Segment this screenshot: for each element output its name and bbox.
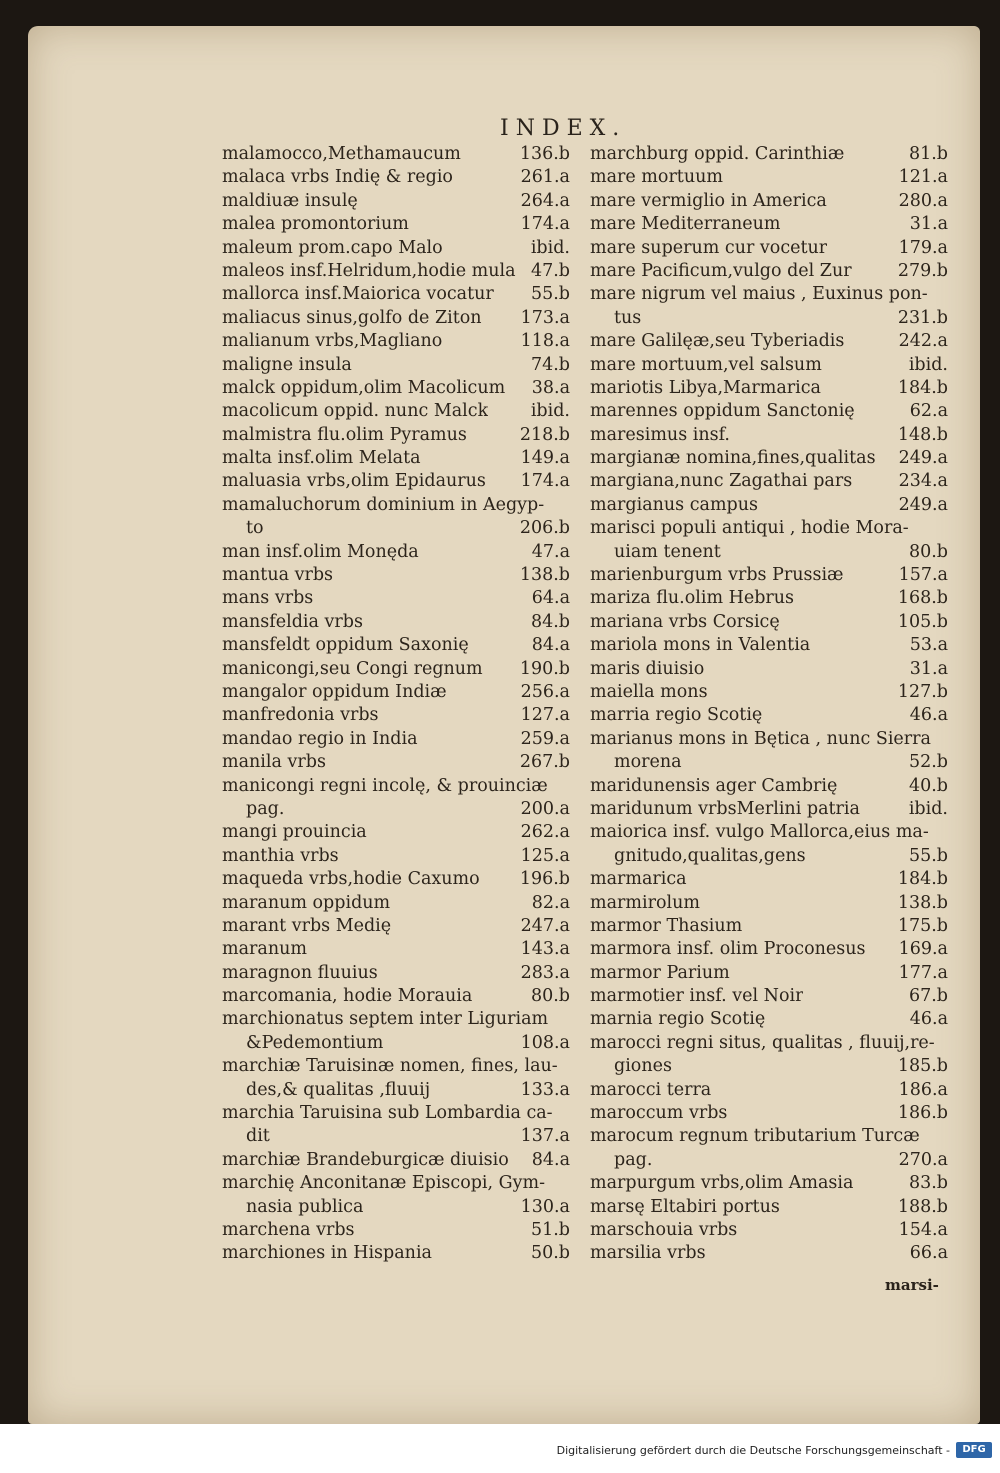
entry-text: marschouia vrbs bbox=[590, 1219, 738, 1240]
entry-page: 31.a bbox=[909, 658, 948, 679]
entry-page: 256.a bbox=[520, 681, 570, 702]
entry-page: 264.a bbox=[520, 190, 570, 211]
entry-text: mangi prouincia bbox=[222, 822, 367, 843]
index-entry bbox=[590, 1125, 948, 1148]
entry-page: 184.b bbox=[897, 869, 948, 890]
entry-page: 40.b bbox=[908, 775, 948, 796]
index-entry bbox=[222, 1055, 570, 1078]
index-entry bbox=[590, 634, 948, 657]
entry-page: 186.a bbox=[898, 1079, 948, 1100]
entry-text: malamocco,Methamaucum bbox=[222, 144, 461, 164]
index-entry bbox=[222, 307, 570, 330]
entry-text: maiorica insf. vulgo Mallorca,eius ma- bbox=[590, 822, 929, 843]
entry-page: 47.b bbox=[530, 260, 570, 281]
entry-page: 47.a bbox=[531, 541, 570, 562]
index-entry bbox=[590, 1219, 948, 1242]
index-entry bbox=[590, 1172, 948, 1195]
index-entry bbox=[222, 541, 570, 564]
entry-page: 133.a bbox=[520, 1079, 570, 1100]
entry-text: maliacus sinus,golfo de Ziton bbox=[222, 307, 482, 328]
entry-text: maqueda vrbs,hodie Caxumo bbox=[222, 869, 480, 890]
index-entry bbox=[590, 658, 948, 681]
index-entry bbox=[222, 915, 570, 938]
entry-page: 83.b bbox=[908, 1173, 948, 1194]
index-entry bbox=[590, 962, 948, 985]
index-entry bbox=[590, 330, 948, 353]
entry-page: 74.b bbox=[530, 354, 570, 375]
index-entry bbox=[222, 260, 570, 283]
entry-text: morena bbox=[614, 752, 682, 773]
entry-text: marpurgum vrbs,olim Amasia bbox=[590, 1173, 854, 1194]
entry-page: 200.a bbox=[520, 798, 570, 819]
funding-credit: Digitalisierung gefördert durch die Deutsche Forschungsgemeinschaft - bbox=[556, 1444, 950, 1457]
entry-text: maroccum vrbs bbox=[590, 1103, 728, 1124]
index-entry bbox=[222, 845, 570, 868]
entry-page: 50.b bbox=[530, 1243, 570, 1264]
entry-page: 125.a bbox=[520, 845, 570, 866]
entry-text: &Pedemontium bbox=[246, 1032, 384, 1053]
entry-text: pag. bbox=[246, 798, 285, 819]
entry-text: gnitudo,qualitas,gens bbox=[614, 845, 806, 866]
entry-text: marmora insf. olim Proconesus bbox=[590, 939, 866, 960]
entry-page: 169.a bbox=[898, 939, 948, 960]
index-entry bbox=[590, 821, 948, 844]
entry-page: 46.a bbox=[909, 1009, 948, 1030]
entry-page: 280.a bbox=[898, 190, 948, 211]
entry-page: 188.b bbox=[897, 1196, 948, 1217]
entry-text: manthia vrbs bbox=[222, 845, 339, 866]
entry-page: 174.a bbox=[520, 471, 570, 492]
index-entry bbox=[590, 1102, 948, 1125]
entry-page: 127.b bbox=[897, 681, 948, 702]
entry-page: 62.a bbox=[909, 401, 948, 422]
entry-page: 108.a bbox=[520, 1032, 570, 1053]
index-entry bbox=[222, 728, 570, 751]
index-entry bbox=[222, 237, 570, 260]
entry-page: 242.a bbox=[898, 331, 948, 352]
entry-page: 196.b bbox=[519, 869, 570, 890]
entry-page: 84.a bbox=[531, 635, 570, 656]
index-entry bbox=[222, 658, 570, 681]
index-entry bbox=[222, 400, 570, 423]
entry-text: mantua vrbs bbox=[222, 565, 334, 586]
entry-text: marchię Anconitanæ Episcopi, Gym- bbox=[222, 1173, 546, 1194]
index-entry bbox=[222, 751, 570, 774]
index-entry bbox=[590, 1149, 948, 1172]
entry-page: 118.a bbox=[520, 331, 570, 352]
entry-text: pag. bbox=[614, 1149, 653, 1170]
index-entry bbox=[590, 751, 948, 774]
index-entry bbox=[222, 821, 570, 844]
entry-text: margianæ nomina,fines,qualitas bbox=[590, 448, 876, 469]
entry-page: 138.b bbox=[519, 565, 570, 586]
entry-page: 82.a bbox=[531, 892, 570, 913]
index-entry bbox=[590, 400, 948, 423]
index-entry bbox=[222, 985, 570, 1008]
index-entry bbox=[590, 354, 948, 377]
index-entry bbox=[590, 166, 948, 189]
entry-text: mariza flu.olim Hebrus bbox=[590, 588, 795, 609]
entry-text: marmor Parium bbox=[590, 962, 730, 983]
entry-page: 81.b bbox=[908, 144, 948, 164]
index-entry bbox=[590, 1032, 948, 1055]
entry-text: margiana,nunc Zagathai pars bbox=[590, 471, 853, 492]
entry-page: 247.a bbox=[520, 915, 570, 936]
index-entry bbox=[222, 447, 570, 470]
entry-page: 179.a bbox=[898, 237, 948, 258]
entry-page: 267.b bbox=[519, 752, 570, 773]
entry-page: 52.b bbox=[908, 752, 948, 773]
index-entry bbox=[590, 892, 948, 915]
entry-text: maranum bbox=[222, 939, 307, 960]
entry-page: 127.a bbox=[520, 705, 570, 726]
index-entry bbox=[590, 213, 948, 236]
entry-text: mariotis Libya,Marmarica bbox=[590, 377, 821, 398]
entry-page: 80.b bbox=[530, 986, 570, 1007]
entry-text: macolicum oppid. nunc Malck bbox=[222, 401, 489, 422]
entry-page: 53.a bbox=[909, 635, 948, 656]
entry-page: 177.a bbox=[898, 962, 948, 983]
index-entry bbox=[222, 892, 570, 915]
index-entry bbox=[222, 775, 570, 798]
index-entry bbox=[222, 283, 570, 306]
entry-page: 190.b bbox=[519, 658, 570, 679]
running-head: INDEX. bbox=[500, 116, 627, 141]
entry-page: 175.b bbox=[897, 915, 948, 936]
index-entry bbox=[222, 1172, 570, 1195]
entry-text: mansfeldt oppidum Saxonię bbox=[222, 635, 469, 656]
entry-text: maleos insf.Helridum,hodie mula bbox=[222, 260, 516, 281]
entry-text: marcomania, hodie Morauia bbox=[222, 986, 473, 1007]
entry-text: mariola mons in Valentia bbox=[590, 635, 811, 656]
entry-text: malmistra flu.olim Pyramus bbox=[222, 424, 467, 445]
index-entry bbox=[222, 1242, 570, 1265]
index-entry bbox=[590, 1055, 948, 1078]
entry-page: 218.b bbox=[519, 424, 570, 445]
entry-page: 51.b bbox=[530, 1219, 570, 1240]
entry-page: 143.a bbox=[520, 939, 570, 960]
entry-text: marsę Eltabiri portus bbox=[590, 1196, 780, 1217]
entry-text: maleum prom.capo Malo bbox=[222, 237, 443, 258]
index-entry bbox=[222, 611, 570, 634]
entry-text: maldiuæ insulę bbox=[222, 190, 358, 211]
entry-text: marnia regio Scotię bbox=[590, 1009, 766, 1030]
index-column-left bbox=[222, 143, 570, 1266]
index-entry bbox=[590, 1079, 948, 1102]
index-entry bbox=[590, 283, 948, 306]
index-entry bbox=[222, 166, 570, 189]
index-entry bbox=[590, 728, 948, 751]
entry-page: 46.a bbox=[909, 705, 948, 726]
index-entry bbox=[590, 915, 948, 938]
index-entry bbox=[222, 354, 570, 377]
entry-page: 234.a bbox=[898, 471, 948, 492]
entry-text: dit bbox=[246, 1126, 270, 1147]
entry-text: mare Mediterraneum bbox=[590, 214, 781, 235]
entry-page: 279.b bbox=[897, 260, 948, 281]
index-entry bbox=[590, 1242, 948, 1265]
entry-text: marocum regnum tributarium Turcæ bbox=[590, 1126, 920, 1147]
entry-page: 138.b bbox=[897, 892, 948, 913]
entry-page: ibid. bbox=[908, 798, 948, 819]
entry-page: ibid. bbox=[530, 401, 570, 422]
index-entry bbox=[590, 611, 948, 634]
entry-text: mare superum cur vocetur bbox=[590, 237, 828, 258]
entry-text: manicongi regni incolę, & prouinciæ bbox=[222, 775, 548, 796]
index-entry bbox=[590, 447, 948, 470]
entry-text: mangalor oppidum Indiæ bbox=[222, 681, 447, 702]
entry-page: 148.b bbox=[897, 424, 948, 445]
entry-text: marmotier insf. vel Noir bbox=[590, 986, 804, 1007]
index-entry bbox=[590, 307, 948, 330]
index-entry bbox=[222, 1219, 570, 1242]
index-entry bbox=[590, 470, 948, 493]
index-entry bbox=[222, 1032, 570, 1055]
entry-page: 137.a bbox=[520, 1126, 570, 1147]
entry-page: ibid. bbox=[530, 237, 570, 258]
index-entry bbox=[222, 494, 570, 517]
index-entry bbox=[222, 190, 570, 213]
index-entry bbox=[590, 190, 948, 213]
index-entry bbox=[222, 962, 570, 985]
index-entry bbox=[590, 587, 948, 610]
index-entry bbox=[222, 587, 570, 610]
index-entry bbox=[590, 938, 948, 961]
index-entry bbox=[222, 424, 570, 447]
entry-page: 105.b bbox=[897, 611, 948, 632]
entry-text: giones bbox=[614, 1056, 672, 1077]
index-entry bbox=[222, 1102, 570, 1125]
index-entry bbox=[590, 237, 948, 260]
index-entry bbox=[590, 494, 948, 517]
entry-text: maranum oppidum bbox=[222, 892, 391, 913]
entry-page: 185.b bbox=[897, 1056, 948, 1077]
index-entry bbox=[222, 213, 570, 236]
entry-text: mare nigrum vel maius , Euxinus pon- bbox=[590, 284, 928, 305]
entry-text: marchiones in Hispania bbox=[222, 1243, 432, 1264]
index-entry bbox=[222, 704, 570, 727]
entry-page: 261.a bbox=[520, 167, 570, 188]
entry-text: des,& qualitas ,fluuij bbox=[246, 1079, 431, 1100]
entry-page: 80.b bbox=[908, 541, 948, 562]
index-entry bbox=[590, 1196, 948, 1219]
index-entry bbox=[590, 775, 948, 798]
entry-text: marchionatus septem inter Liguriam bbox=[222, 1009, 549, 1030]
footer-bar bbox=[0, 1424, 1000, 1473]
entry-text: mansfeldia vrbs bbox=[222, 611, 363, 632]
index-entry bbox=[222, 1008, 570, 1031]
entry-text: malaca vrbs Indię & regio bbox=[222, 167, 453, 188]
entry-text: mallorca insf.Maiorica vocatur bbox=[222, 284, 494, 305]
entry-text: malta insf.olim Melata bbox=[222, 448, 421, 469]
index-entry bbox=[222, 1125, 570, 1148]
entry-page: 249.a bbox=[898, 448, 948, 469]
index-entry bbox=[590, 517, 948, 540]
entry-text: manila vrbs bbox=[222, 752, 326, 773]
entry-page: 283.a bbox=[520, 962, 570, 983]
entry-text: marchia Taruisina sub Lombardia ca- bbox=[222, 1103, 553, 1124]
entry-text: mamaluchorum dominium in Aegyp- bbox=[222, 494, 545, 515]
catchword: marsi- bbox=[885, 1276, 939, 1294]
index-entry bbox=[222, 798, 570, 821]
index-entry bbox=[590, 541, 948, 564]
index-entry bbox=[590, 798, 948, 821]
entry-page: 136.b bbox=[519, 144, 570, 164]
entry-page: 38.a bbox=[531, 377, 570, 398]
entry-text: marant vrbs Medię bbox=[222, 915, 392, 936]
entry-text: marocci terra bbox=[590, 1079, 712, 1100]
entry-text: manicongi,seu Congi regnum bbox=[222, 658, 483, 679]
entry-page: 149.a bbox=[520, 448, 570, 469]
entry-page: 130.a bbox=[520, 1196, 570, 1217]
entry-text: mare Pacificum,vulgo del Zur bbox=[590, 260, 852, 281]
entry-text: maridunum vrbsMerlini patria bbox=[590, 798, 860, 819]
entry-page: 270.a bbox=[898, 1149, 948, 1170]
entry-text: marria regio Scotię bbox=[590, 705, 763, 726]
entry-text: marocci regni situs, qualitas , fluuij,re- bbox=[590, 1032, 935, 1053]
entry-text: marmirolum bbox=[590, 892, 700, 913]
entry-text: marisci populi antiqui , hodie Mora- bbox=[590, 518, 909, 539]
index-entry bbox=[222, 1149, 570, 1172]
entry-text: maluasia vrbs,olim Epidaurus bbox=[222, 471, 486, 492]
entry-text: marsilia vrbs bbox=[590, 1243, 706, 1264]
entry-text: man insf.olim Monęda bbox=[222, 541, 419, 562]
entry-text: mariana vrbs Corsicę bbox=[590, 611, 780, 632]
index-entry bbox=[222, 377, 570, 400]
entry-text: maligne insula bbox=[222, 354, 352, 375]
entry-text: maragnon fluuius bbox=[222, 962, 378, 983]
index-entry bbox=[222, 681, 570, 704]
entry-page: 231.b bbox=[897, 307, 948, 328]
entry-text: marienburgum vrbs Prussiæ bbox=[590, 565, 844, 586]
entry-page: 66.a bbox=[909, 1243, 948, 1264]
entry-page: 31.a bbox=[909, 214, 948, 235]
index-entry bbox=[222, 634, 570, 657]
index-entry bbox=[590, 1008, 948, 1031]
entry-page: 84.b bbox=[530, 611, 570, 632]
entry-page: 55.b bbox=[908, 845, 948, 866]
index-entry bbox=[222, 517, 570, 540]
entry-text: malianum vrbs,Magliano bbox=[222, 331, 443, 352]
index-entry bbox=[590, 377, 948, 400]
entry-page: 64.a bbox=[531, 588, 570, 609]
entry-text: marchena vrbs bbox=[222, 1219, 355, 1240]
entry-text: marennes oppidum Sanctonię bbox=[590, 401, 855, 422]
entry-page: 206.b bbox=[519, 518, 570, 539]
entry-text: tus bbox=[614, 307, 642, 328]
entry-text: marchburg oppid. Carinthiæ bbox=[590, 144, 845, 164]
entry-text: marianus mons in Bętica , nunc Sierra bbox=[590, 728, 931, 749]
dfg-logo: DFG bbox=[956, 1442, 992, 1458]
entry-text: maiella mons bbox=[590, 681, 708, 702]
entry-text: marchiæ Taruisinæ nomen, fines, lau- bbox=[222, 1056, 558, 1077]
entry-text: margianus campus bbox=[590, 494, 758, 515]
entry-text: mare mortuum,vel salsum bbox=[590, 354, 822, 375]
entry-page: 173.a bbox=[520, 307, 570, 328]
index-entry bbox=[222, 143, 570, 166]
entry-text: marchiæ Brandeburgicæ diuisio bbox=[222, 1149, 509, 1170]
entry-text: maris diuisio bbox=[590, 658, 705, 679]
index-entry bbox=[590, 985, 948, 1008]
entry-text: marmarica bbox=[590, 869, 687, 890]
entry-text: mare vermiglio in America bbox=[590, 190, 827, 211]
entry-text: malck oppidum,olim Macolicum bbox=[222, 377, 506, 398]
index-entry bbox=[590, 704, 948, 727]
entry-page: 154.a bbox=[898, 1219, 948, 1240]
entry-page: 55.b bbox=[530, 284, 570, 305]
index-entry bbox=[590, 424, 948, 447]
entry-page: 262.a bbox=[520, 822, 570, 843]
entry-text: mare mortuum bbox=[590, 167, 723, 188]
index-entry bbox=[222, 1196, 570, 1219]
entry-page: 249.a bbox=[898, 494, 948, 515]
entry-text: mans vrbs bbox=[222, 588, 314, 609]
index-entry bbox=[222, 564, 570, 587]
entry-page: 121.a bbox=[898, 167, 948, 188]
index-entry bbox=[590, 260, 948, 283]
index-entry bbox=[222, 868, 570, 891]
index-column-right bbox=[590, 143, 948, 1266]
index-entry bbox=[590, 681, 948, 704]
entry-page: 174.a bbox=[520, 214, 570, 235]
entry-page: 84.a bbox=[531, 1149, 570, 1170]
entry-text: uiam tenent bbox=[614, 541, 721, 562]
index-entry bbox=[222, 330, 570, 353]
entry-text: maresimus insf. bbox=[590, 424, 730, 445]
index-entry bbox=[222, 1079, 570, 1102]
entry-text: maridunensis ager Cambrię bbox=[590, 775, 838, 796]
entry-page: 168.b bbox=[897, 588, 948, 609]
index-entry bbox=[590, 564, 948, 587]
entry-page: 67.b bbox=[908, 986, 948, 1007]
entry-text: mare Galilęæ,seu Tyberiadis bbox=[590, 331, 845, 352]
entry-text: mandao regio in India bbox=[222, 728, 418, 749]
entry-text: manfredonia vrbs bbox=[222, 705, 379, 726]
index-entry bbox=[590, 143, 948, 166]
entry-page: 157.a bbox=[898, 565, 948, 586]
entry-text: to bbox=[246, 518, 264, 539]
entry-page: 184.b bbox=[897, 377, 948, 398]
entry-text: marmor Thasium bbox=[590, 915, 743, 936]
index-entry bbox=[590, 868, 948, 891]
entry-text: malea promontorium bbox=[222, 214, 409, 235]
index-entry bbox=[222, 470, 570, 493]
entry-text: nasia publica bbox=[246, 1196, 364, 1217]
entry-page: ibid. bbox=[908, 354, 948, 375]
index-entry bbox=[590, 845, 948, 868]
entry-page: 186.b bbox=[897, 1103, 948, 1124]
index-entry bbox=[222, 938, 570, 961]
entry-page: 259.a bbox=[520, 728, 570, 749]
